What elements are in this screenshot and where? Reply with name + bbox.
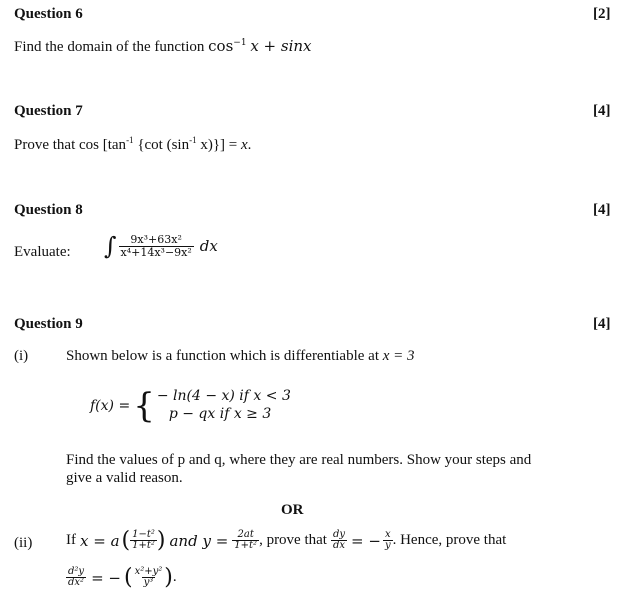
fraction-xy-num: x [384, 528, 391, 540]
question-8-marks: [4] [593, 202, 611, 218]
question-6-marks: [2] [593, 6, 611, 22]
question-9-title: Question 9 [14, 316, 83, 332]
fraction-final [133, 567, 165, 589]
part-ii-line-2 [66, 565, 177, 590]
integrand-numerator: 9x³+63x² [130, 232, 182, 246]
part-ii-x-eq: x = a [80, 531, 120, 550]
question-6-cos: cos [208, 37, 234, 55]
open-paren-2-icon: ( [123, 565, 133, 590]
fraction-x [130, 530, 157, 552]
q7-part-c: x)}] = [196, 137, 241, 153]
fraction-y-den: 1+t² [234, 540, 258, 551]
q7-end: . [247, 137, 252, 153]
part-ii-line-1 [66, 528, 506, 553]
fraction-dy: dy [332, 528, 346, 540]
fraction-dydx [331, 530, 347, 552]
q7-part-b: {cot (sin [133, 137, 190, 153]
part-ii-eq2: = − [91, 568, 121, 587]
part-i-statement: Shown below is a function which is differentiable at [66, 348, 379, 364]
question-7-marks: [4] [593, 103, 611, 119]
part-ii-prove: , prove that [259, 532, 327, 548]
piecewise-function [90, 385, 291, 426]
part-ii-end: . [172, 569, 177, 585]
question-6-inverse: −1 [233, 38, 247, 48]
question-8-label: Evaluate: [14, 244, 71, 260]
integral-sign: ∫ [104, 232, 117, 260]
integrand-fraction [119, 234, 194, 258]
question-6-title: Question 6 [14, 6, 83, 22]
question-6-expr: x + sinx [250, 37, 312, 55]
part-i-label: (i) [14, 348, 29, 364]
question-8-integral [104, 232, 218, 260]
fraction-y-num: 2at [237, 528, 254, 540]
part-i-instruction-1: Find the values of p and q, where they are real numbers. Show your steps and [66, 452, 532, 468]
piecewise-cases [157, 388, 291, 423]
fraction-dx: dx [332, 540, 346, 551]
integrand-denominator: x⁴+14x³−9x² [120, 245, 192, 259]
part-ii-label: (ii) [14, 535, 33, 551]
part-i-instruction-2: give a valid reason. [66, 470, 183, 486]
close-paren-icon: ) [156, 528, 166, 553]
fraction-final-num: x²+y² [134, 565, 163, 577]
part-i-text [66, 348, 415, 365]
q7-x: x [241, 137, 248, 153]
piecewise-case-2: p − qx if x ≥ 3 [168, 405, 272, 422]
piecewise-case-1: − ln(4 − x) if x < 3 [156, 388, 291, 404]
fraction-xy [383, 530, 393, 552]
fraction-y [232, 530, 259, 552]
part-ii-eq-minus: = − [351, 531, 381, 550]
part-ii-and-y: and y = [169, 531, 229, 550]
q7-sup-2: -1 [189, 135, 197, 145]
fraction-dx2: dx² [68, 577, 85, 588]
part-i-condition: x = 3 [382, 348, 415, 364]
open-paren-icon: ( [121, 528, 131, 553]
part-ii-hence: . Hence, prove that [392, 532, 507, 548]
fraction-x-den: 1+t² [132, 540, 155, 551]
fraction-x-num: 1−t² [132, 528, 155, 540]
question-6-prompt: Find the domain of the function [14, 39, 205, 55]
part-ii-if: If [66, 532, 76, 548]
fraction-xy-den: y [384, 540, 391, 551]
q7-part-a: Prove that cos [tan [14, 137, 127, 153]
or-separator: OR [281, 502, 304, 518]
fraction-final-den: y³ [143, 577, 154, 588]
fraction-d2ydx2 [66, 567, 86, 589]
question-8-title: Question 8 [14, 202, 83, 218]
integral-dx: dx [199, 237, 218, 255]
piecewise-fx: f(x) = [90, 397, 131, 414]
question-9-marks: [4] [593, 316, 611, 332]
question-7-text [14, 135, 251, 154]
q7-sup-1: -1 [126, 135, 134, 145]
close-paren-2-icon: ) [164, 565, 173, 590]
question-7-title: Question 7 [14, 103, 83, 119]
fraction-d2y: d²y [68, 565, 85, 577]
question-6-text [14, 37, 312, 56]
brace-icon: { [133, 385, 155, 426]
